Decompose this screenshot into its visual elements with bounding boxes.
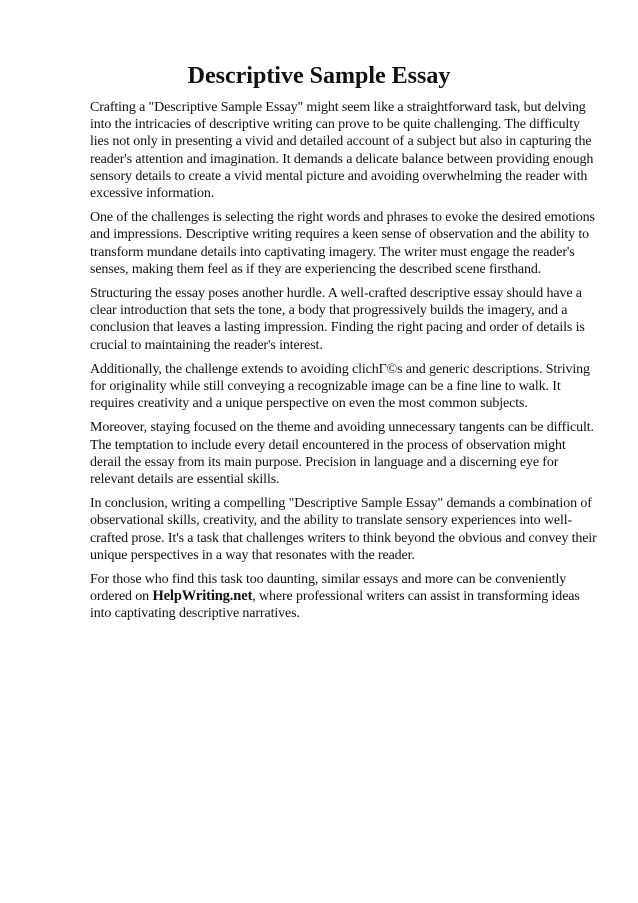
paragraph-4: Additionally, the challenge extends to avoiding clichΓ©s and generic descriptions. Striving for originality while still conveying a recognizable image can be a fine line to walk. It requires creativity and a unique perspective on even the most common subjects. [90,361,590,412]
document-title: Descriptive Sample Essay [187,63,451,89]
document-body [90,99,598,630]
closing-paragraph [90,571,598,623]
closing-text-after-link: , where professional writers can assist in transforming ideas into captivating descriptive narratives. [90,589,580,622]
paragraph-6: In conclusion, writing a compelling "Descriptive Sample Essay" demands a combination of observational skills, creativity, and the ability to translate sensory experiences into well-crafted prose. It's a task that challenges writers to think beyond the obvious and convey their unique perspectives in a way that resonates with the reader. [90,496,597,563]
paragraph-2: One of the challenges is selecting the right words and phrases to evoke the desired emotions and impressions. Descriptive writing requires a keen sense of observation and the ability to transform mundane details into captivating imagery. The writer must engage the reader's senses, making them feel as if they are experiencing the described scene firsthand. [90,210,595,277]
paragraph-1: Crafting a "Descriptive Sample Essay" might seem like a straightforward task, but delving into the intricacies of descriptive writing can prove to be quite challenging. The difficulty lies not only in presenting a vivid and detailed account of a subject but also in capturing the reader's attention and imagination. It demands a delicate balance between providing enough sensory details to create a vivid mental picture and avoiding overwhelming the reader with excessive information. [90,100,594,202]
paragraph-3: Structuring the essay poses another hurdle. A well-crafted descriptive essay should have a clear introduction that sets the tone, a body that progressively builds the imagery, and a conclusion that leaves a lasting impression. Finding the right pacing and order of details is crucial to maintaining the reader's interest. [90,286,585,353]
paragraph-5: Moreover, staying focused on the theme and avoiding unnecessary tangents can be difficult. The temptation to include every detail encountered in the process of observation might derail the essay from its main purpose. Precision in language and a discerning eye for relevant details are essential skills. [90,420,594,488]
closing-text-before-link: For those who find this task too daunting, similar essays and more can be conveniently ordered on [90,572,567,605]
helpwriting-link[interactable]: HelpWriting.net [152,588,253,605]
